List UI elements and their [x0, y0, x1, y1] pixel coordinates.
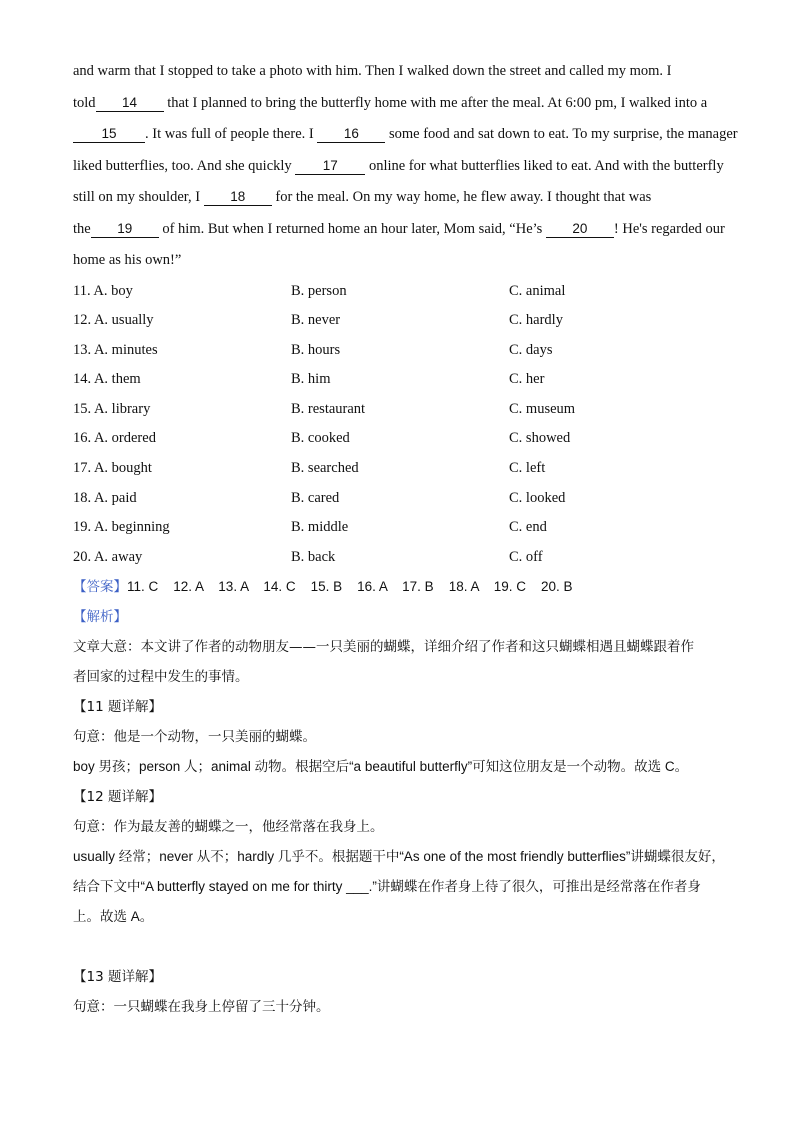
- option-a: 15. A. library: [73, 400, 151, 417]
- passage-text: ! He's regarded our: [613, 220, 725, 237]
- option-b: B. hours: [291, 341, 341, 358]
- option-c: C. left: [509, 460, 546, 477]
- option-b: B. never: [291, 312, 341, 329]
- q13-title: 【13 题详解】: [73, 969, 162, 986]
- analysis-section: [73, 602, 733, 1022]
- q12-explanation: 结合下文中“A butterfly stayed on me for thirty ___.”讲蝴蝶在作者身上待了很久，可推出是经常落在作者身: [73, 879, 701, 895]
- passage-line-5: [73, 182, 733, 214]
- passage-text: of him. But when I returned home an hour later, Mom said, “He’s: [158, 220, 546, 237]
- option-c: C. animal: [509, 282, 566, 299]
- blank-15: 15: [73, 126, 145, 143]
- option-b: B. person: [291, 282, 347, 299]
- option-a: 12. A. usually: [73, 312, 154, 329]
- answer-label: 【答案】: [73, 579, 127, 596]
- option-row: [73, 484, 733, 514]
- option-a: 13. A. minutes: [73, 341, 158, 358]
- answer-line: [73, 572, 733, 602]
- option-row: [73, 277, 733, 307]
- option-b: B. middle: [291, 519, 349, 536]
- option-a: 20. A. away: [73, 548, 143, 565]
- option-row: [73, 395, 733, 425]
- passage-text: some food and sat down to eat. To my surprise, the manager: [385, 126, 738, 142]
- option-a: 14. A. them: [73, 371, 141, 388]
- q12-meaning: 句意：作为最友善的蝴蝶之一，他经常落在我身上。: [73, 819, 384, 836]
- passage-line-3: [73, 119, 738, 151]
- option-row: [73, 336, 733, 366]
- option-c: C. showed: [509, 430, 571, 447]
- option-a: 17. A. bought: [73, 460, 152, 477]
- option-a: 18. A. paid: [73, 489, 137, 506]
- q13-meaning: 句意：一只蝴蝶在我身上停留了三十分钟。: [73, 999, 330, 1016]
- option-row: [73, 424, 733, 454]
- blank-18: 18: [204, 189, 272, 206]
- option-b: B. cared: [291, 489, 340, 506]
- blank-16: 16: [317, 126, 385, 143]
- q12-explanation: 上。故选 A。: [73, 909, 154, 925]
- passage-text: home as his own!”: [73, 252, 182, 268]
- passage-line-1: [73, 56, 733, 88]
- passage-line-2: [73, 88, 733, 120]
- passage-text: still on my shoulder, I: [73, 189, 204, 205]
- q11-meaning: 句意：他是一个动物，一只美丽的蝴蝶。: [73, 729, 316, 746]
- analysis-label: 【解析】: [73, 609, 127, 626]
- option-c: C. museum: [509, 400, 576, 417]
- answer-text: 11. C 12. A 13. A 14. C 15. B 16. A 17. B 18. A 19. C 20. B: [127, 579, 573, 595]
- option-a: 19. A. beginning: [73, 519, 170, 536]
- blank-14: 14: [96, 95, 164, 112]
- q12-title: 【12 题详解】: [73, 789, 162, 806]
- option-row: [73, 454, 733, 484]
- q12-explanation: usually 经常；never 从不；hardly 几乎不。根据题干中“As one of the most friendly butterflies”讲蝴蝶很友好，: [73, 849, 725, 865]
- passage-text: . It was full of people there. I: [145, 126, 318, 142]
- option-c: C. end: [509, 519, 547, 536]
- passage-text: liked butterflies, too. And she quickly: [73, 157, 296, 174]
- option-c: C. off: [509, 548, 543, 565]
- summary-line: 文章大意：本文讲了作者的动物朋友——一只美丽的蝴蝶，详细介绍了作者和这只蝴蝶相遇且蝴蝶跟着作: [73, 639, 694, 656]
- blank-17: 17: [295, 158, 365, 175]
- q11-title: 【11 题详解】: [73, 699, 162, 716]
- option-row: [73, 306, 733, 336]
- passage-text: the: [73, 220, 91, 237]
- passage-text: and warm that I stopped to take a photo with him. Then I walked down the street and called my mom. I: [73, 63, 672, 79]
- q11-explanation: boy 男孩；person 人；animal 动物。根据空后“a beautiful butterfly”可知这位朋友是一个动物。故选 C。: [73, 759, 689, 775]
- option-a: 16. A. ordered: [73, 430, 156, 447]
- option-c: C. her: [509, 371, 545, 388]
- passage-line-7: [73, 245, 733, 277]
- blank-20: 20: [546, 221, 614, 238]
- option-b: B. cooked: [291, 430, 350, 447]
- option-c: C. looked: [509, 489, 566, 506]
- option-row: [73, 513, 733, 543]
- option-row: [73, 543, 733, 573]
- option-b: B. him: [291, 371, 331, 388]
- blank-19: 19: [91, 221, 159, 238]
- options-list: [73, 277, 733, 573]
- option-b: B. restaurant: [291, 400, 366, 417]
- option-a: 11. A. boy: [73, 282, 133, 299]
- exam-page: [73, 56, 738, 1022]
- passage-text: told: [73, 94, 96, 111]
- summary-line: 者回家的过程中发生的事情。: [73, 669, 249, 686]
- passage-text: online for what butterflies liked to eat. And with the butterfly: [365, 157, 724, 174]
- analysis-label-line: [73, 602, 733, 632]
- passage-line-6: [73, 214, 733, 246]
- option-b: B. searched: [291, 460, 359, 477]
- option-c: C. days: [509, 341, 553, 358]
- option-row: [73, 365, 733, 395]
- option-c: C. hardly: [509, 312, 563, 329]
- passage-line-4: [73, 151, 733, 183]
- passage-text: for the meal. On my way home, he flew away. I thought that was: [271, 189, 652, 205]
- spacer: [73, 932, 733, 962]
- passage: [73, 56, 738, 277]
- passage-text: that I planned to bring the butterfly home with me after the meal. At 6:00 pm, I walked into a: [163, 94, 708, 111]
- option-b: B. back: [291, 548, 336, 565]
